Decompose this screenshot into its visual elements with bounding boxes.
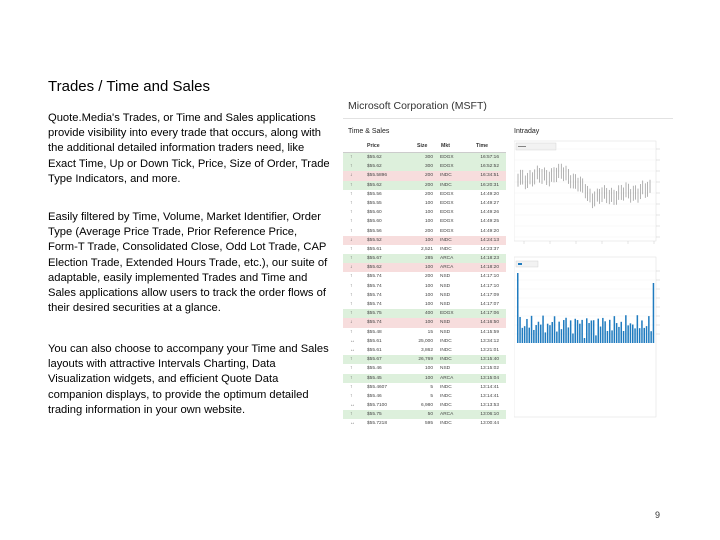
trade-mkt: INDC xyxy=(440,403,452,409)
volume-legend-swatch xyxy=(518,263,522,265)
trade-mkt: ARCA xyxy=(440,412,454,418)
volume-bar xyxy=(586,318,588,343)
time-sales-table-header xyxy=(343,141,506,153)
trade-price: $55.7100 xyxy=(367,403,388,409)
trade-size: 200 xyxy=(424,274,433,280)
trade-row xyxy=(343,236,506,245)
volume-bar xyxy=(519,317,521,343)
trade-tick: ↑ xyxy=(350,384,353,390)
volume-bar xyxy=(616,323,618,343)
trade-row xyxy=(343,217,506,226)
trade-row xyxy=(343,355,506,364)
trade-tick: ↔ xyxy=(350,421,355,427)
volume-bar xyxy=(561,329,563,343)
trade-mkt: INDC xyxy=(440,347,452,353)
trade-tick: ↔ xyxy=(350,403,355,409)
trade-price: $55.62 xyxy=(367,182,382,188)
volume-bar xyxy=(575,319,577,343)
paragraph-companion: You can also choose to accompany your Time and Sales layouts with attractive Intervals Charting, Data Visualization widgets, and efficient Quote Data companion displays, to provide the optimum detailed trading information in your own website. xyxy=(48,343,329,416)
trade-row xyxy=(343,263,506,272)
trade-row xyxy=(343,337,506,346)
trade-tick: ↑ xyxy=(350,164,353,170)
trade-tick: ↑ xyxy=(350,191,353,197)
volume-axis-labels xyxy=(656,271,660,334)
volume-bar xyxy=(632,325,634,343)
trade-row xyxy=(343,392,506,401)
volume-bar xyxy=(572,333,574,343)
volume-bar xyxy=(570,320,572,343)
column-header-mkt: Mkt xyxy=(441,143,450,149)
trade-price: $55.5896 xyxy=(367,173,388,179)
volume-bar xyxy=(565,318,567,343)
trade-price: $55.60 xyxy=(367,219,382,225)
trade-size: 400 xyxy=(424,311,433,317)
volume-bar xyxy=(627,325,629,343)
volume-bar xyxy=(524,326,526,343)
trade-row xyxy=(343,364,506,373)
trade-price: $55.56 xyxy=(367,228,382,234)
trade-tick: ↔ xyxy=(350,338,355,344)
volume-bar xyxy=(588,323,590,343)
trade-mkt: INDC xyxy=(440,393,452,399)
trade-row xyxy=(343,383,506,392)
volume-bar xyxy=(641,320,643,343)
trade-size: 100 xyxy=(424,200,433,206)
widget-title: Microsoft Corporation (MSFT) xyxy=(348,100,487,112)
volume-bar xyxy=(591,320,593,343)
trade-mkt: NSD xyxy=(440,274,451,280)
trade-tick: ↔ xyxy=(350,347,355,353)
column-header-time: Time xyxy=(476,143,489,149)
trade-size: 200 xyxy=(424,173,433,179)
time-sales-widget-screenshot xyxy=(343,96,673,427)
trade-size: 100 xyxy=(424,265,433,271)
trade-time: 14:17:09 xyxy=(480,292,499,298)
trade-row xyxy=(343,254,506,263)
trade-tick: ↑ xyxy=(350,274,353,280)
volume-bar xyxy=(547,324,549,343)
trade-time: 14:24:13 xyxy=(480,237,499,243)
volume-bar xyxy=(618,327,620,343)
trade-time: 16:52:52 xyxy=(480,164,499,170)
trade-time: 14:49:20 xyxy=(480,228,499,234)
volume-bar xyxy=(602,318,604,343)
trade-size: 5 xyxy=(430,393,433,399)
volume-bar xyxy=(598,319,600,343)
trade-time: 13:06:10 xyxy=(480,412,499,418)
trade-mkt: EDGX xyxy=(440,155,454,160)
page-number: 9 xyxy=(655,510,661,520)
trade-tick: ↑ xyxy=(350,155,353,160)
volume-bar xyxy=(533,330,535,343)
time-sales-table-body xyxy=(343,153,506,429)
trade-tick: ↑ xyxy=(350,302,353,307)
volume-bar xyxy=(644,328,646,343)
trade-tick: ↑ xyxy=(350,366,353,372)
volume-bar xyxy=(568,327,570,343)
trade-price: $55.62 xyxy=(367,155,382,160)
volume-bar xyxy=(517,273,519,343)
trade-mkt: EDGX xyxy=(440,164,454,170)
trade-tick: ↑ xyxy=(350,311,353,317)
trade-mkt: EDGX xyxy=(440,200,454,206)
trade-mkt: INDC xyxy=(440,338,452,344)
trade-tick: ↑ xyxy=(350,292,353,298)
trade-size: 6,980 xyxy=(420,403,433,409)
trade-time: 14:49:27 xyxy=(480,200,499,206)
trade-size: 100 xyxy=(424,219,433,225)
trade-mkt: NSD xyxy=(440,366,451,372)
trade-size: 100 xyxy=(424,375,433,381)
trade-tick: ↑ xyxy=(350,393,353,399)
volume-bar xyxy=(584,338,586,343)
trade-tick: ↑ xyxy=(350,375,353,381)
trade-row xyxy=(343,208,506,217)
trade-mkt: INDC xyxy=(440,421,452,427)
trade-time: 14:49:25 xyxy=(480,219,499,225)
volume-bar xyxy=(552,322,554,343)
volume-bar xyxy=(538,322,540,343)
trade-mkt: EDGX xyxy=(440,210,454,216)
trade-tick: ↑ xyxy=(350,219,353,225)
trade-size: 300 xyxy=(424,155,433,160)
volume-bar xyxy=(526,319,528,343)
volume-bar xyxy=(545,332,547,343)
trade-mkt: EDGX xyxy=(440,191,454,197)
trade-row xyxy=(343,328,506,337)
volume-bar xyxy=(621,322,623,343)
trade-mkt: EDGX xyxy=(440,228,454,234)
trade-size: 200 xyxy=(424,182,433,188)
trade-time: 14:18:20 xyxy=(480,265,499,271)
volume-bar xyxy=(607,331,609,343)
paragraph-filters: Easily filtered by Time, Volume, Market Identifier, Order Type (Average Price Trade, Prior Reference Price, Form-T Trade, Consolidated Close, Odd Lot Trade, CAP Election Trade, Extended Hours Trade, etc.), our suite of adaptable, easily implemented Trades and Time and Sales applications allow users to track the order flows of their desired securities at a glance. xyxy=(48,211,328,315)
trade-size: 2,521 xyxy=(420,246,433,252)
trade-time: 16:20:31 xyxy=(480,182,499,188)
column-header-price: Price xyxy=(367,143,380,149)
trade-tick: ↑ xyxy=(350,246,353,252)
trade-size: 595 xyxy=(424,421,433,427)
trade-mkt: NSD xyxy=(440,320,451,326)
volume-bar xyxy=(600,327,602,343)
trade-price: $55.56 xyxy=(367,191,382,197)
trade-price: $55.62 xyxy=(367,265,382,271)
trade-size: 100 xyxy=(424,366,433,372)
trade-row xyxy=(343,309,506,318)
trade-time: 13:15:04 xyxy=(480,375,499,381)
volume-bar xyxy=(593,320,595,343)
trade-size: 100 xyxy=(424,210,433,216)
trade-size: 100 xyxy=(424,283,433,289)
trade-mkt: INDC xyxy=(440,246,452,252)
volume-bar xyxy=(595,335,597,343)
trade-mkt: INDC xyxy=(440,237,452,243)
trade-price: $55.55 xyxy=(367,200,382,206)
column-header-size: Size xyxy=(417,143,428,149)
trade-time: 13:21:01 xyxy=(480,347,499,353)
volume-bar xyxy=(646,326,648,343)
trade-tick: ↑ xyxy=(350,200,353,206)
volume-bar xyxy=(558,322,560,343)
volume-bar xyxy=(604,321,606,343)
trade-price: $55.46 xyxy=(367,366,382,372)
time-axis-labels xyxy=(524,241,654,244)
trade-time: 14:16:50 xyxy=(480,320,499,326)
trade-size: 200 xyxy=(424,191,433,197)
trade-row xyxy=(343,245,506,254)
volume-bar xyxy=(637,315,639,343)
trade-price: $55.48 xyxy=(367,329,382,335)
volume-bar xyxy=(535,325,537,343)
trade-size: 100 xyxy=(424,302,433,307)
trade-time: 13:15:02 xyxy=(480,366,499,372)
trade-tick: ↓ xyxy=(350,237,353,243)
trade-mkt: NSD xyxy=(440,292,451,298)
volume-bar xyxy=(623,331,625,343)
trade-time: 13:14:41 xyxy=(480,393,499,399)
volume-bar xyxy=(634,328,636,343)
trade-mkt: INDC xyxy=(440,357,452,363)
trade-mkt: EDGX xyxy=(440,311,454,317)
trade-size: 3,862 xyxy=(420,347,433,353)
volume-bar xyxy=(650,331,652,343)
trade-row xyxy=(343,401,506,410)
volume-bar xyxy=(531,316,533,343)
volume-bar xyxy=(577,320,579,343)
trade-row xyxy=(343,346,506,355)
trade-tick: ↑ xyxy=(350,256,353,262)
trade-size: 300 xyxy=(424,164,433,170)
trade-mkt: INDC xyxy=(440,182,452,188)
trade-size: 200 xyxy=(424,228,433,234)
trade-row xyxy=(343,291,506,300)
trade-time: 14:15:59 xyxy=(480,329,499,335)
trade-tick: ↑ xyxy=(350,412,353,418)
trade-size: 100 xyxy=(424,237,433,243)
trade-price: $55.52 xyxy=(367,237,382,243)
trade-time: 13:00:44 xyxy=(480,421,499,427)
trade-mkt: NSD xyxy=(440,283,451,289)
trade-row xyxy=(343,227,506,236)
trade-row xyxy=(343,153,506,162)
trade-tick: ↑ xyxy=(350,228,353,234)
paragraph-intro: Quote.Media's Trades, or Time and Sales applications provide visibility into every trade that occurs, along with the additional detailed information traders need, like Exact Time, Up or Down Tick, Price, Size of Order, Trade Type Indicators, and more. xyxy=(48,112,330,185)
trade-tick: ↑ xyxy=(350,283,353,289)
trade-size: 26,769 xyxy=(418,357,433,363)
volume-bar xyxy=(540,325,542,343)
trade-time: 14:18:23 xyxy=(480,256,499,262)
trade-size: 5 xyxy=(430,384,433,390)
volume-bar xyxy=(611,330,613,343)
volume-bar xyxy=(625,315,627,343)
trade-time: 16:34:51 xyxy=(480,173,499,179)
trade-row xyxy=(343,190,506,199)
trade-time: 14:17:06 xyxy=(480,311,499,317)
volume-bar xyxy=(648,316,650,343)
trade-price: $55.74 xyxy=(367,274,382,280)
trade-mkt: INDC xyxy=(440,173,452,179)
trade-time: 13:15:40 xyxy=(480,357,499,363)
trade-price: $55.74 xyxy=(367,302,382,307)
trade-price: $55.46 xyxy=(367,393,382,399)
trade-row xyxy=(343,282,506,291)
volume-bar xyxy=(579,324,581,343)
trade-price: $55.61 xyxy=(367,338,382,344)
trade-mkt: ARCA xyxy=(440,256,454,262)
intraday-heading: Intraday xyxy=(514,128,540,135)
trade-size: 50 xyxy=(427,412,433,418)
volume-bar xyxy=(529,328,531,343)
trade-size: 25,000 xyxy=(418,338,433,344)
trade-row xyxy=(343,419,506,428)
trade-size: 100 xyxy=(424,320,433,326)
trade-mkt: ARCA xyxy=(440,375,454,381)
trade-mkt: INDC xyxy=(440,384,452,390)
trade-time: 14:49:26 xyxy=(480,210,499,216)
trade-price: $55.74 xyxy=(367,283,382,289)
trade-size: 285 xyxy=(424,256,433,262)
trade-price: $55.74 xyxy=(367,292,382,298)
volume-bar xyxy=(614,316,616,343)
trade-time: 13:14:41 xyxy=(480,384,499,390)
trade-price: $55.7218 xyxy=(367,421,388,427)
widget-divider xyxy=(343,118,673,119)
trade-price: $55.67 xyxy=(367,357,382,363)
volume-bar xyxy=(549,325,551,343)
trade-size: 15 xyxy=(427,329,433,335)
volume-bar xyxy=(542,316,544,343)
trade-mkt: NSD xyxy=(440,302,451,307)
slide-title: Trades / Time and Sales xyxy=(48,78,211,95)
trade-size: 100 xyxy=(424,292,433,298)
price-axis-labels xyxy=(656,149,660,237)
trade-price: $55.62 xyxy=(367,164,382,170)
trade-price: $55.67 xyxy=(367,256,382,262)
volume-bar xyxy=(556,332,558,343)
trade-row xyxy=(343,199,506,208)
trade-row xyxy=(343,410,506,419)
trade-tick: ↓ xyxy=(350,320,353,326)
trade-time: 13:34:12 xyxy=(480,338,499,344)
trade-tick: ↑ xyxy=(350,329,353,335)
trade-time: 14:17:10 xyxy=(480,283,499,289)
trade-tick: ↓ xyxy=(350,173,353,179)
volume-bar xyxy=(554,316,556,343)
volume-bar xyxy=(522,328,524,343)
trade-row xyxy=(343,300,506,309)
trade-row xyxy=(343,181,506,190)
trade-tick: ↑ xyxy=(350,182,353,188)
trade-price: $55.74 xyxy=(367,320,382,326)
trade-time: 14:17:07 xyxy=(480,302,499,307)
trade-price: $55.4607 xyxy=(367,384,388,390)
trade-row xyxy=(343,374,506,383)
trade-price: $55.45 xyxy=(367,375,382,381)
trade-price: $55.75 xyxy=(367,412,382,418)
volume-bar xyxy=(630,323,632,343)
trade-row xyxy=(343,162,506,171)
trade-mkt: EDGX xyxy=(440,219,454,225)
trade-time: 14:17:10 xyxy=(480,274,499,280)
trade-price: $55.61 xyxy=(367,246,382,252)
trade-price: $55.61 xyxy=(367,347,382,353)
intraday-chart xyxy=(514,137,672,419)
trade-mkt: ARCA xyxy=(440,265,454,271)
trade-tick: ↓ xyxy=(350,265,353,271)
trade-time: 14:23:37 xyxy=(480,246,499,252)
volume-bar xyxy=(563,320,565,343)
trade-row xyxy=(343,318,506,327)
trade-price: $55.60 xyxy=(367,210,382,216)
volume-bar xyxy=(609,320,611,343)
volume-bar xyxy=(639,328,641,343)
trade-time: 13:13:53 xyxy=(480,403,499,409)
trade-price: $55.75 xyxy=(367,311,382,317)
trade-time: 16:57:16 xyxy=(480,155,499,160)
volume-bar xyxy=(653,283,655,343)
trade-tick: ↑ xyxy=(350,357,353,363)
time-sales-heading: Time & Sales xyxy=(348,128,390,135)
trade-mkt: NSD xyxy=(440,329,451,335)
trade-row xyxy=(343,171,506,180)
trade-row xyxy=(343,272,506,281)
volume-bar xyxy=(581,320,583,343)
trade-tick: ↑ xyxy=(350,210,353,216)
trade-time: 14:49:20 xyxy=(480,191,499,197)
